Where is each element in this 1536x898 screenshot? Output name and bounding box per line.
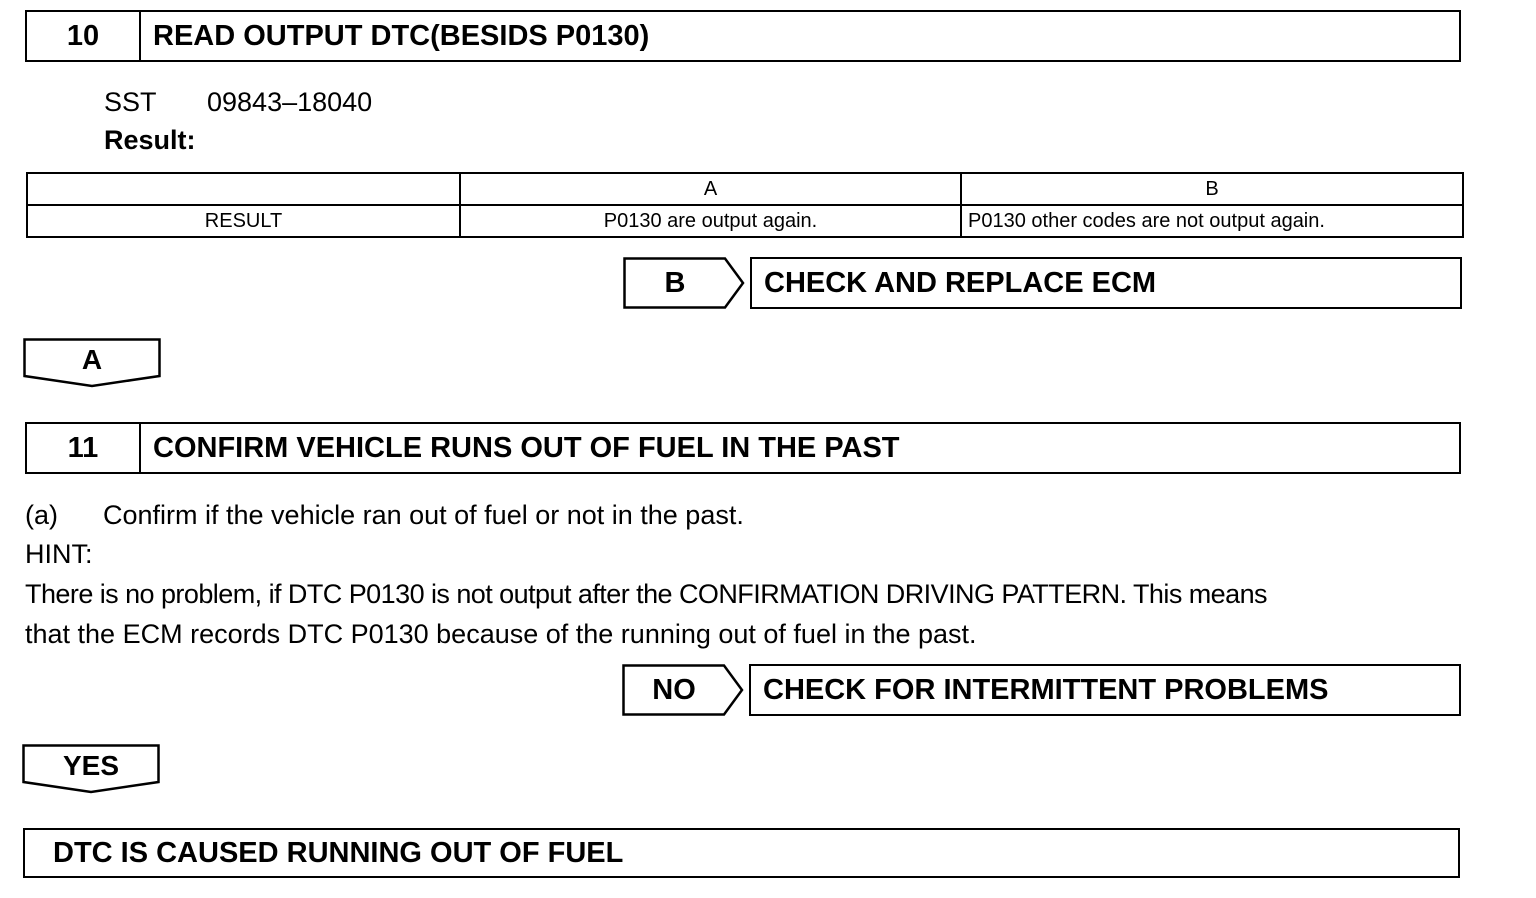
check-replace-ecm-text: CHECK AND REPLACE ECM xyxy=(764,266,1157,299)
step-11-title: CONFIRM VEHICLE RUNS OUT OF FUEL IN THE PAST xyxy=(153,431,900,464)
branch-b-label: B xyxy=(664,266,686,299)
branch-no-label: NO xyxy=(652,673,696,706)
sst-label: SST xyxy=(104,87,157,117)
branch-a-label: A xyxy=(81,344,103,375)
branch-yes-tag xyxy=(22,744,160,794)
item-a-marker: (a) xyxy=(25,500,58,530)
table-cell: P0130 are output again. xyxy=(460,205,961,237)
conclusion-box xyxy=(23,828,1460,878)
branch-no-tag xyxy=(622,664,744,716)
branch-b-tag xyxy=(623,257,745,309)
table-row xyxy=(27,205,1463,237)
step-10-header xyxy=(25,10,1461,62)
check-intermittent-box xyxy=(749,664,1461,716)
hint-line-2: that the ECM records DTC P0130 because of the running out of fuel in the past. xyxy=(25,619,977,649)
table-header-cell xyxy=(27,173,460,205)
check-replace-ecm-box xyxy=(750,257,1462,309)
branch-a-tag xyxy=(23,338,161,388)
branch-yes-label: YES xyxy=(62,750,120,781)
step-10-number: 10 xyxy=(27,12,141,60)
table-header-cell: B xyxy=(961,173,1463,205)
table-cell: P0130 other codes are not output again. xyxy=(961,205,1463,237)
conclusion-text: DTC IS CAUSED RUNNING OUT OF FUEL xyxy=(53,836,624,869)
step-10-title: READ OUTPUT DTC(BESIDS P0130) xyxy=(153,19,650,52)
hint-line-1: There is no problem, if DTC P0130 is not output after the CONFIRMATION DRIVING PATTERN. This means xyxy=(25,579,1268,609)
table-cell: RESULT xyxy=(27,205,460,237)
table-header-cell: A xyxy=(460,173,961,205)
sst-value: 09843–18040 xyxy=(207,87,373,117)
step-11-header xyxy=(25,422,1461,474)
check-intermittent-text: CHECK FOR INTERMITTENT PROBLEMS xyxy=(763,673,1329,706)
table-header-row xyxy=(27,173,1463,205)
step-11-number: 11 xyxy=(27,424,141,472)
result-label: Result: xyxy=(104,125,196,155)
item-a-text: Confirm if the vehicle ran out of fuel or not in the past. xyxy=(103,500,744,530)
result-table xyxy=(26,172,1464,238)
hint-label: HINT: xyxy=(25,539,93,569)
